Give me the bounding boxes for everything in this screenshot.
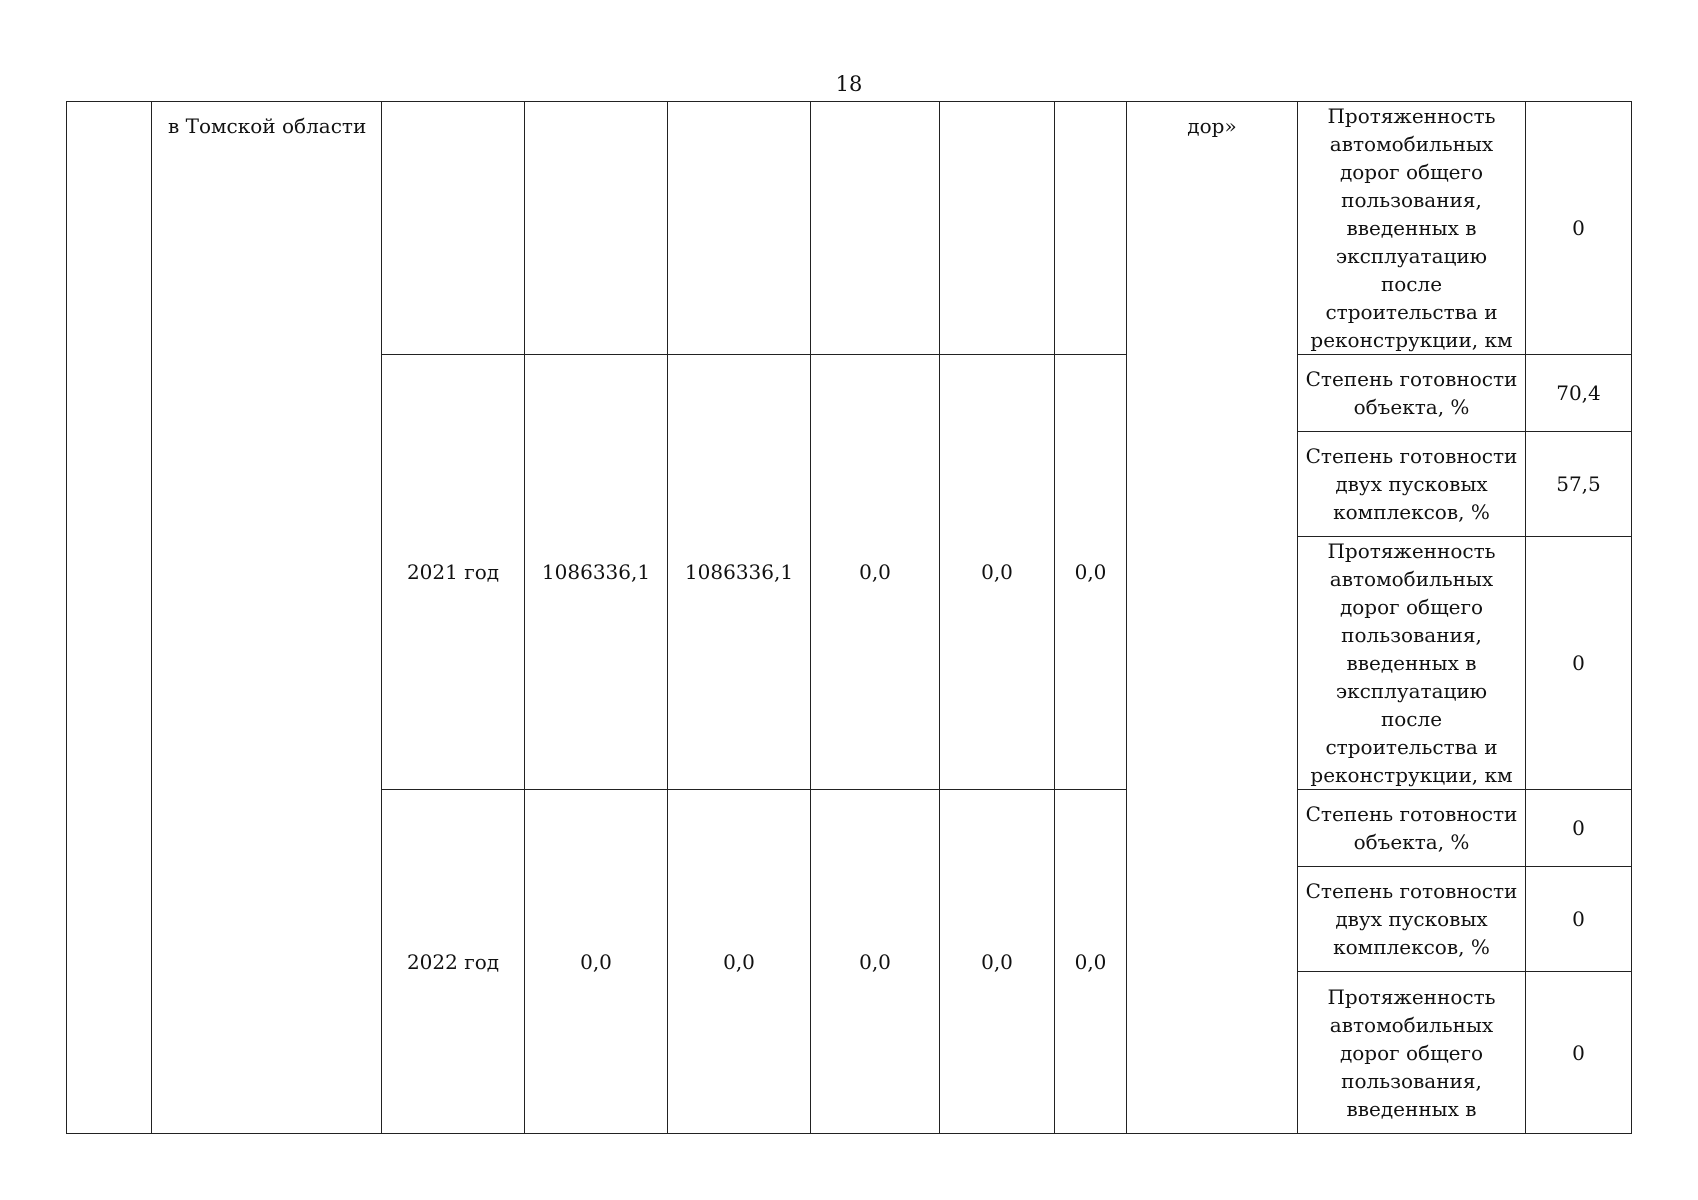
program-table [66, 101, 1632, 1134]
regional-budget-cell [811, 102, 940, 355]
other-sources-cell [1055, 102, 1127, 355]
indicator-value: 0 [1526, 537, 1632, 790]
indicator-value: 70,4 [1526, 355, 1632, 432]
indicator-label: Протяженность автомобильных дорог общего пользования, введенных в эксплуатацию после строительства и реконструкции, км [1298, 102, 1526, 355]
other-sources-cell: 0,0 [1055, 790, 1127, 1134]
indicator-label: Степень готовности двух пусковых комплексов, % [1298, 867, 1526, 972]
total-cell [525, 102, 668, 355]
year-cell: 2022 год [382, 790, 525, 1134]
year-cell: 2021 год [382, 355, 525, 790]
indicator-value: 0 [1526, 867, 1632, 972]
program-name-cell: в Томской области [152, 102, 382, 1134]
indicator-label: Степень готовности объекта, % [1298, 355, 1526, 432]
year-cell [382, 102, 525, 355]
federal-budget-cell: 1086336,1 [668, 355, 811, 790]
local-budget-cell: 0,0 [940, 355, 1055, 790]
other-sources-cell: 0,0 [1055, 355, 1127, 790]
indicator-label: Степень готовности объекта, % [1298, 790, 1526, 867]
local-budget-cell [940, 102, 1055, 355]
executor-cell: дор» [1127, 102, 1298, 1134]
indicator-value: 57,5 [1526, 432, 1632, 537]
indicator-label: Степень готовности двух пусковых комплексов, % [1298, 432, 1526, 537]
total-cell: 1086336,1 [525, 355, 668, 790]
local-budget-cell: 0,0 [940, 790, 1055, 1134]
total-cell: 0,0 [525, 790, 668, 1134]
indicator-value: 0 [1526, 972, 1632, 1134]
regional-budget-cell: 0,0 [811, 790, 940, 1134]
federal-budget-cell: 0,0 [668, 790, 811, 1134]
indicator-label: Протяженность автомобильных дорог общего пользования, введенных в [1298, 972, 1526, 1134]
indicator-label: Протяженность автомобильных дорог общего пользования, введенных в эксплуатацию после строительства и реконструкции, км [1298, 537, 1526, 790]
number-cell [67, 102, 152, 1134]
regional-budget-cell: 0,0 [811, 355, 940, 790]
page-number: 18 [835, 72, 863, 96]
indicator-value: 0 [1526, 790, 1632, 867]
federal-budget-cell [668, 102, 811, 355]
indicator-value: 0 [1526, 102, 1632, 355]
table-row [67, 102, 1632, 355]
